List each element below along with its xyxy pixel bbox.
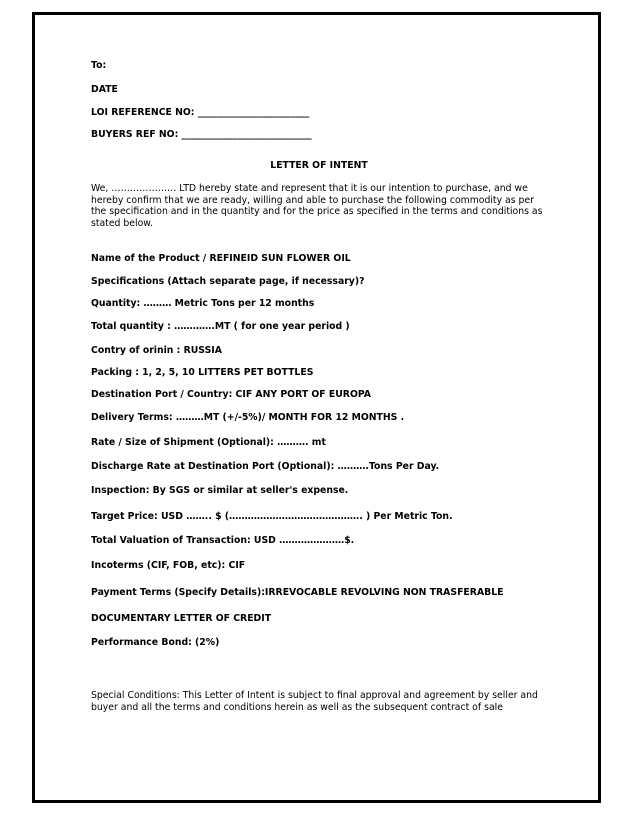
to-line: To: (91, 60, 107, 71)
loi-reference-line: LOI REFERENCE NO: ________________________ (91, 107, 310, 118)
date-line: DATE (91, 84, 118, 95)
term-packing: Packing : 1, 2, 5, 10 LITTERS PET BOTTLES (91, 367, 314, 378)
term-country-of-origin: Contry of orinin : RUSSIA (91, 345, 222, 356)
special-conditions: Special Conditions: This Letter of Intent is subject to final approval and agreement by seller and buyer and all the terms and conditions herein as well as the subsequent contract of sale (91, 690, 538, 713)
term-product: Name of the Product / REFINEID SUN FLOWER OIL (91, 253, 351, 264)
document-title: LETTER OF INTENT (270, 160, 368, 171)
term-discharge-rate: Discharge Rate at Destination Port (Optional): ……….Tons Per Day. (91, 461, 440, 472)
term-inspection: Inspection: By SGS or similar at seller's expense. (91, 485, 349, 496)
term-total-quantity: Total quantity : ………….MT ( for one year period ) (91, 321, 350, 332)
term-performance-bond: Performance Bond: (2%) (91, 637, 220, 648)
term-total-valuation: Total Valuation of Transaction: USD …………………$. (91, 535, 355, 546)
term-specifications: Specifications (Attach separate page, if necessary)? (91, 276, 365, 287)
intro-paragraph: We, ………………… LTD hereby state and represent that it is our intention to purchase, and we hereby confirm that we are ready, willing and able to purchase the following commodity as per the specification and in the quantity and for the price as specified in the terms and conditions as stated below. (91, 183, 543, 229)
term-delivery-terms: Delivery Terms: ………MT (+/-5%)/ MONTH FOR 12 MONTHS . (91, 412, 405, 423)
term-incoterms: Incoterms (CIF, FOB, etc): CIF (91, 560, 246, 571)
term-destination-port: Destination Port / Country: CIF ANY PORT OF EUROPA (91, 389, 372, 400)
term-quantity: Quantity: ……… Metric Tons per 12 months (91, 298, 315, 309)
term-documentary-credit: DOCUMENTARY LETTER OF CREDIT (91, 613, 272, 624)
term-rate-size: Rate / Size of Shipment (Optional): ………. mt (91, 437, 326, 448)
buyers-reference-line: BUYERS REF NO: ____________________________ (91, 129, 312, 140)
term-payment-terms: Payment Terms (Specify Details):IRREVOCABLE REVOLVING NON TRASFERABLE (91, 587, 504, 598)
term-target-price: Target Price: USD …….. $ (……………………………………. ) Per Metric Ton. (91, 511, 453, 522)
